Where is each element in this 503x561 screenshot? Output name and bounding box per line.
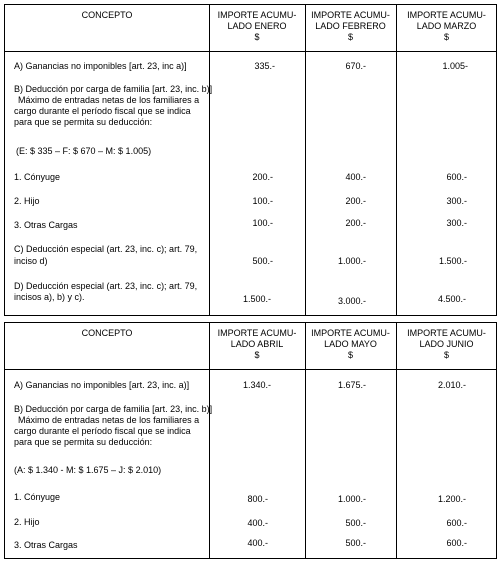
row-c-febrero-value: 1.000.- bbox=[337, 256, 366, 266]
row-b-note: (E: $ 335 – F: $ 670 – M: $ 1.005) bbox=[16, 146, 152, 156]
header-febrero-currency: $ bbox=[347, 32, 353, 42]
row-conyuge-abril-value: 800.- bbox=[247, 494, 268, 504]
row-b-description-line3: para que se permita su deducción: bbox=[14, 437, 153, 447]
row-otras-cargas-marzo-value: 300.- bbox=[446, 218, 467, 228]
row-b-description-line2: cargo durante el período fiscal que se indica bbox=[14, 426, 191, 436]
header-febrero-line1: IMPORTE ACUMU- bbox=[311, 10, 390, 20]
row-hijo-label: 2. Hijo bbox=[14, 196, 40, 206]
row-hijo-mayo-value: 500.- bbox=[345, 518, 366, 528]
row-c-enero-value: 500.- bbox=[252, 256, 273, 266]
header-concepto: CONCEPTO bbox=[81, 328, 133, 338]
header-enero-line2: LADO ENERO bbox=[227, 21, 287, 31]
row-d-label-line2: incisos a), b) y c). bbox=[14, 292, 85, 302]
header-junio-line2: LADO JUNIO bbox=[419, 339, 474, 349]
row-conyuge-enero-value: 200.- bbox=[252, 172, 273, 182]
header-enero-line1: IMPORTE ACUMU- bbox=[217, 10, 297, 20]
row-a-junio-value: 2.010.- bbox=[437, 380, 466, 390]
row-a-label: A) Ganancias no imponibles [art. 23, inc. a)] bbox=[14, 380, 190, 390]
row-conyuge-marzo-value: 600.- bbox=[446, 172, 467, 182]
row-otras-cargas-mayo-value: 500.- bbox=[345, 538, 366, 548]
row-b-description-line1: Máximo de entradas netas de los familiares a bbox=[18, 95, 200, 105]
header-enero-currency: $ bbox=[254, 32, 260, 42]
row-a-abril-value: 1.340.- bbox=[242, 380, 271, 390]
row-b-description-line2: cargo durante el período fiscal que se indica bbox=[14, 106, 191, 116]
row-d-marzo-value: 4.500.- bbox=[437, 294, 466, 304]
row-otras-cargas-enero-value: 100.- bbox=[252, 218, 273, 228]
row-d-febrero-value: 3.000.- bbox=[337, 296, 366, 306]
row-otras-cargas-abril-value: 400.- bbox=[247, 538, 268, 548]
row-b-description-line1: Máximo de entradas netas de los familiares a bbox=[18, 415, 200, 425]
row-c-label-line2: inciso d) bbox=[14, 256, 48, 266]
row-a-marzo-value: 1.005- bbox=[442, 61, 468, 71]
row-otras-cargas-febrero-value: 200.- bbox=[345, 218, 366, 228]
header-abril-currency: $ bbox=[254, 350, 260, 360]
table-first-quarter bbox=[4, 4, 497, 316]
header-marzo-line2: LADO MARZO bbox=[416, 21, 477, 31]
row-a-mayo-value: 1.675.- bbox=[337, 380, 366, 390]
header-concepto: CONCEPTO bbox=[81, 10, 133, 20]
header-divider bbox=[5, 369, 496, 370]
row-conyuge-label: 1. Cónyuge bbox=[14, 172, 61, 182]
row-otras-cargas-junio-value: 600.- bbox=[446, 538, 467, 548]
header-marzo-line1: IMPORTE ACUMU- bbox=[407, 10, 486, 20]
row-hijo-abril-value: 400.- bbox=[247, 518, 268, 528]
row-b-label: B) Deducción por carga de familia [art. 23, inc. b)] bbox=[14, 84, 213, 94]
header-febrero-line2: LADO FEBRERO bbox=[315, 21, 386, 31]
header-mayo-line1: IMPORTE ACUMU- bbox=[311, 328, 390, 338]
header-mayo-currency: $ bbox=[347, 350, 353, 360]
header-divider bbox=[5, 51, 496, 52]
header-mayo-line2: LADO MAYO bbox=[324, 339, 377, 349]
row-d-enero-value: 1.500.- bbox=[242, 294, 271, 304]
row-hijo-febrero-value: 200.- bbox=[345, 196, 366, 206]
row-b-description-line3: para que se permita su deducción: bbox=[14, 117, 153, 127]
row-hijo-marzo-value: 300.- bbox=[446, 196, 467, 206]
row-c-marzo-value: 1.500.- bbox=[438, 256, 467, 266]
row-hijo-enero-value: 100.- bbox=[252, 196, 273, 206]
table-second-quarter bbox=[4, 322, 497, 559]
row-hijo-label: 2. Hijo bbox=[14, 517, 40, 527]
row-hijo-junio-value: 600.- bbox=[446, 518, 467, 528]
row-b-label: B) Deducción por carga de familia [art. 23, inc. b)] bbox=[14, 404, 213, 414]
row-a-label: A) Ganancias no imponibles [art. 23, inc a)] bbox=[14, 61, 187, 71]
header-abril-line1: IMPORTE ACUMU- bbox=[217, 328, 297, 338]
row-conyuge-label: 1. Cónyuge bbox=[14, 492, 61, 502]
row-b-note: (A: $ 1.340 - M: $ 1.675 – J: $ 2.010) bbox=[14, 465, 162, 475]
row-c-label: C) Deducción especial (art. 23, inc. c); art. 79, bbox=[14, 244, 198, 254]
row-conyuge-mayo-value: 1.000.- bbox=[337, 494, 366, 504]
header-junio-line1: IMPORTE ACUMU- bbox=[407, 328, 486, 338]
row-conyuge-junio-value: 1.200.- bbox=[437, 494, 466, 504]
row-otras-cargas-label: 3. Otras Cargas bbox=[14, 220, 78, 230]
row-otras-cargas-label: 3. Otras Cargas bbox=[14, 540, 78, 550]
header-abril-line2: LADO ABRIL bbox=[230, 339, 284, 349]
row-d-label: D) Deducción especial (art. 23, inc. c); art. 79, bbox=[14, 281, 198, 291]
header-marzo-currency: $ bbox=[443, 32, 449, 42]
row-a-enero-value: 335.- bbox=[254, 61, 275, 71]
header-junio-currency: $ bbox=[443, 350, 449, 360]
row-conyuge-febrero-value: 400.- bbox=[345, 172, 366, 182]
row-a-febrero-value: 670.- bbox=[345, 61, 366, 71]
